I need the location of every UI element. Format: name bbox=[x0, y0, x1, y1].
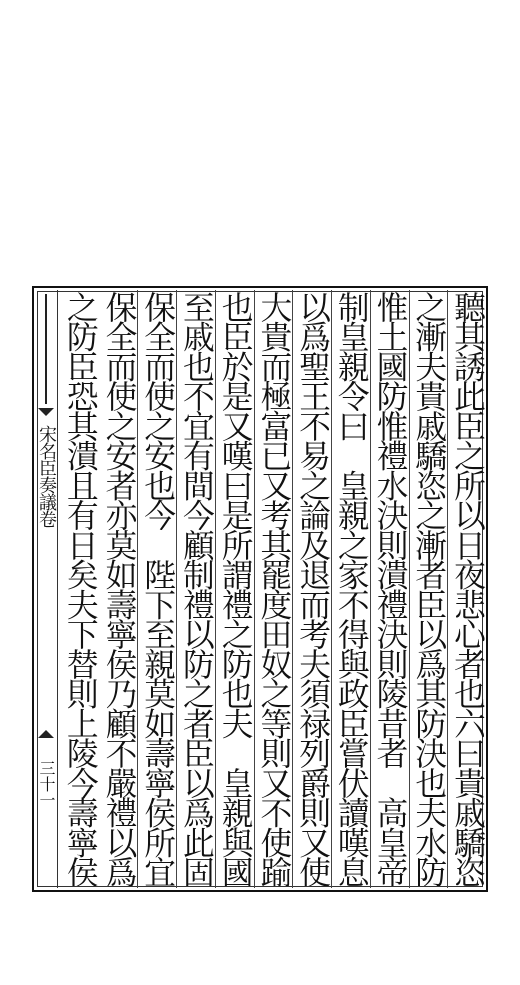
fishtail-top-mark bbox=[38, 408, 54, 416]
margin-page-number: 三十一 bbox=[37, 760, 56, 808]
text-column-9: 保全而使之安也今 陛下至親莫如壽寧侯所宜 bbox=[139, 291, 176, 886]
text-column-3: 惟土國防惟禮水決則潰禮決則陵昔者 高皇帝 bbox=[371, 291, 408, 886]
page-margin-column bbox=[34, 290, 58, 888]
text-column-2: 之漸夫貴戚驕恣之漸者臣以爲其防決也夫水防 bbox=[410, 291, 447, 886]
column-divider bbox=[176, 290, 177, 888]
text-column-10: 保全而使之安者亦莫如壽寧侯乃顧不嚴禮以爲 bbox=[100, 291, 137, 886]
text-column-4: 制皇親令曰 皇親之家不得與政臣嘗伏讀嘆息 bbox=[332, 291, 369, 886]
text-column-7: 也臣於是又嘆曰是所謂禮之防也夫 皇親與國 bbox=[216, 291, 253, 886]
column-divider bbox=[137, 290, 138, 888]
column-divider bbox=[292, 290, 293, 888]
column-divider bbox=[215, 290, 216, 888]
text-column-1: 聽其誘此臣之所以日夜悲心者也六曰貴戚驕恣 bbox=[448, 291, 485, 886]
margin-book-title: 宋名臣奏議卷 bbox=[36, 425, 57, 527]
column-divider bbox=[254, 290, 255, 888]
text-column-8: 至戚也不宜有間今顧制禮以防之者臣以爲此固 bbox=[177, 291, 214, 886]
column-divider bbox=[409, 290, 410, 888]
column-divider bbox=[331, 290, 332, 888]
text-column-6: 大貴而極富已又考其罷度田奴之等則又不使踰 bbox=[255, 291, 292, 886]
column-divider bbox=[447, 290, 448, 888]
text-column-11: 之防臣恐其潰且有日矣夫下替則上陵今壽寧侯 bbox=[61, 291, 98, 886]
column-divider bbox=[370, 290, 371, 888]
fishtail-bottom-mark bbox=[38, 730, 54, 738]
text-column-5: 以爲聖王不易之論及退而考夫須禄列爵則又使 bbox=[294, 291, 331, 886]
margin-rule-top bbox=[45, 294, 47, 404]
